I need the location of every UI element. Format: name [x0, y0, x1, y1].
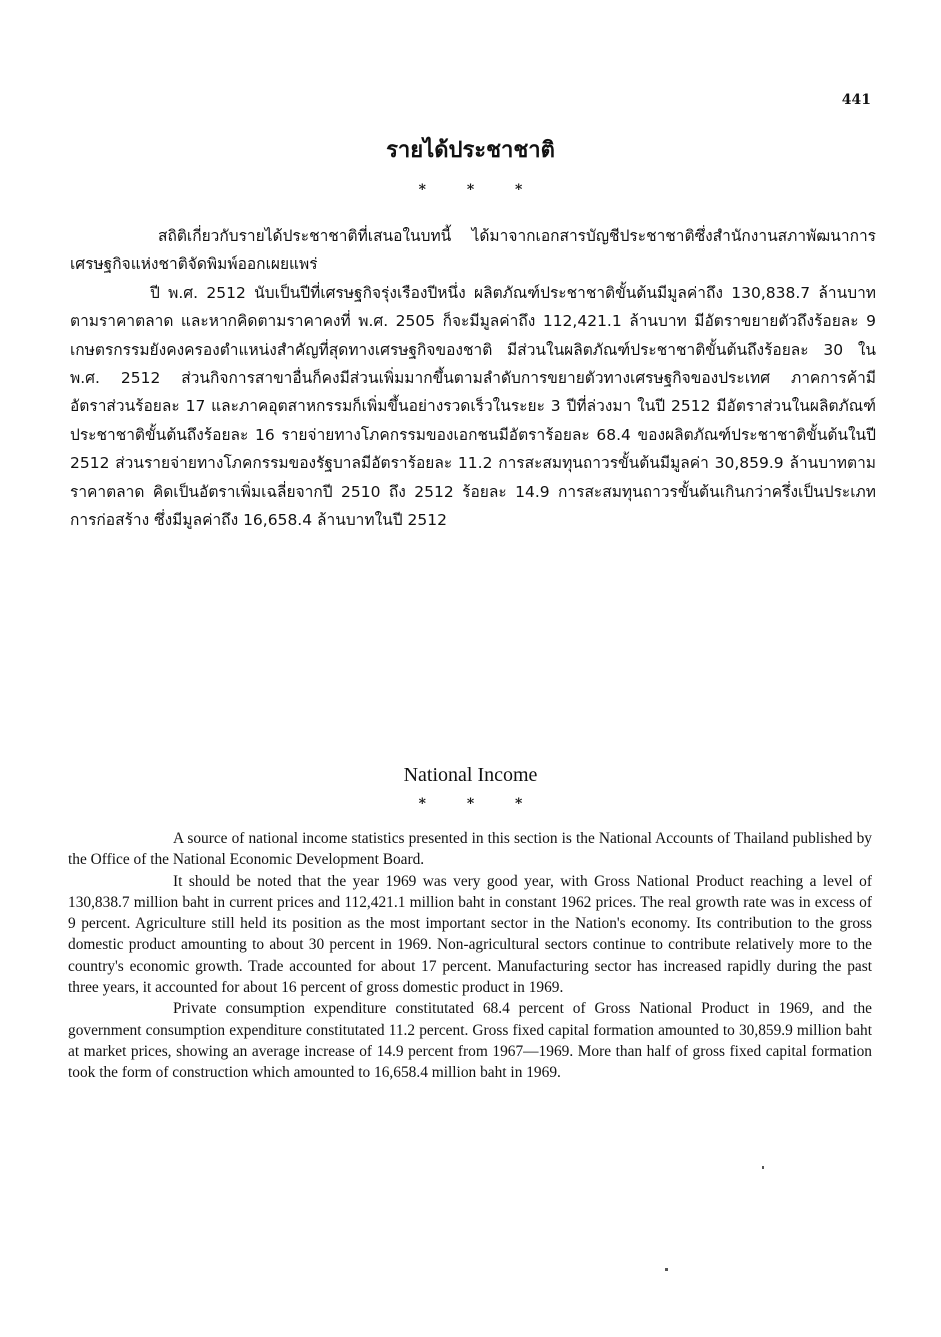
thai-section-separator: * * *: [418, 182, 523, 198]
english-paragraph: It should be noted that the year 1969 was very good year, with Gross National Product reaching a level of 130,838.7 million baht in current prices and 112,421.1 million baht in constant 1962 prices. The real growth rate was in excess of 9 percent. Agriculture still held its position as the most important sector in the Nation's economy. Its contribution to the gross domestic product amounting to about 30 percent in 1969. Non-agricultural sectors continue to contribute relatively more to the country's economic growth. Trade accounted for about 17 percent. Manufacturing sector has increased rapidly during the past three years, it accounted for about 16 percent of gross domestic product in 1969.: [68, 872, 872, 997]
english-section-separator: * * *: [418, 796, 523, 812]
page-number: 441: [841, 92, 871, 108]
english-section-body: [68, 828, 872, 1084]
english-paragraph: Private consumption expenditure constitutated 68.4 percent of Gross National Product in 1969, and the government consumption expenditure constitutated 11.2 percent. Gross fixed capital formation amounted to 30,859.9 million baht at market prices, showing an average increase of 14.9 percent from 1967—1969. More than half of gross fixed capital formation took the form of construction which amounted to 16,658.4 million baht in 1969.: [68, 1000, 872, 1082]
scan-speck: [762, 1166, 764, 1169]
thai-section-body: [70, 222, 876, 534]
thai-section-title: รายได้ประชาชาติ: [386, 138, 555, 163]
scan-speck: [665, 1268, 668, 1271]
thai-paragraph: ปี พ.ศ. 2512 นับเป็นปีที่เศรษฐกิจรุ่งเรืองปีหนึ่ง ผลิตภัณฑ์ประชาชาติขั้นต้นมีมูลค่าถึง 130,838.7 ล้านบาทตามราคาตลาด และหากคิดตามราคาคงที่ พ.ศ. 2505 ก็จะมีมูลค่าถึง 112,421.1 ล้านบาท มีอัตราขยายตัวถึงร้อยละ 9 เกษตรกรรมยังคงครองตำแหน่งสำคัญที่สุดทางเศรษฐกิจของชาติ มีส่วนในผลิตภัณฑ์ประชาชาติขั้นต้นถึงร้อยละ 30 ใน พ.ศ. 2512 ส่วนกิจการสาขาอื่นก็คงมีส่วนเพิ่มมากขึ้นตามลำดับการขยายตัวทางเศรษฐกิจของประเทศ ภาคการค้ามีอัตราส่วนร้อยละ 17 และภาคอุตสาหกรรมก็เพิ่มขึ้นอย่างรวดเร็วในระยะ 3 ปีที่ล่วงมา ในปี 2512 มีอัตราส่วนในผลิตภัณฑ์ประชาชาติขั้นต้นถึงร้อยละ 16 รายจ่ายทางโภคกรรมของเอกชนมีอัตราร้อยละ 68.4 ของผลิตภัณฑ์ประชาชาติขั้นต้นในปี 2512 ส่วนรายจ่ายทางโภคกรรมของรัฐบาลมีอัตราร้อยละ 11.2 การสะสมทุนถาวรขั้นต้นมีมูลค่า 30,859.9 ล้านบาทตามราคาตลาด คิดเป็นอัตราเพิ่มเฉลี่ยจากปี 2510 ถึง 2512 ร้อยละ 14.9 การสะสมทุนถาวรขั้นต้นเกินกว่าครึ่งเป็นประเภทการก่อสร้าง ซึ่งมีมูลค่าถึง 16,658.4 ล้านบาทในปี 2512: [70, 283, 876, 530]
english-paragraph: A source of national income statistics presented in this section is the National Accounts of Thailand published by the Office of the National Economic Development Board.: [68, 830, 872, 869]
english-section-title: National Income: [403, 764, 538, 786]
thai-paragraph: สถิติเกี่ยวกับรายได้ประชาชาติที่เสนอในบทนี้ ได้มาจากเอกสารบัญชีประชาชาติซึ่งสำนักงานสภาพัฒนาการเศรษฐกิจแห่งชาติจัดพิมพ์ออกเผยแพร่: [70, 227, 876, 274]
